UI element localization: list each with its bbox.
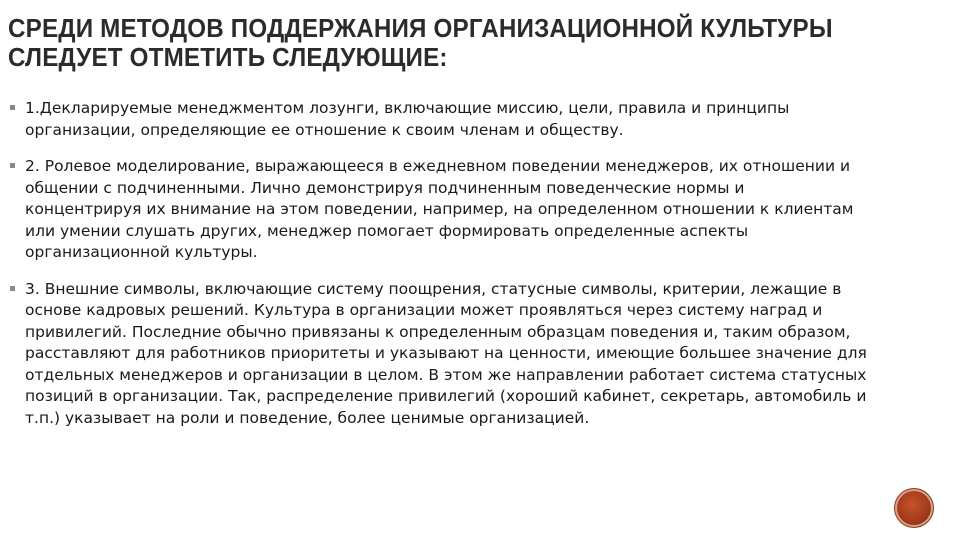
square-bullet-icon xyxy=(10,163,15,168)
list-item-text: 3. Внешние символы, включающие систему поощрения, статусные символы, критерии, лежащие в основе кадровых решений. Культура в организации может проявляться через систему наград и привилегий. Последние обычно привязаны к определенным образцам поведения и, таким образом, расставляют для работников приоритеты и указывают на ценности, имеющие большее значение для отдельных менеджеров и организации в целом. В этом же направлении работает система статусных позиций в организации. Так, распределение привилегий (хороший кабинет, секретарь, автомобиль и т.п.) указывает на роли и поведение, более ценимые организацией. xyxy=(25,279,867,427)
square-bullet-icon xyxy=(10,105,15,110)
list-item-text: 1.Декларируемые менеджментом лозунги, включающие миссию, цели, правила и принципы организации, определяющие ее отношение к своим членам и обществу. xyxy=(25,99,790,139)
square-bullet-icon xyxy=(10,286,15,291)
slide-title-line-2: СЛЕДУЕТ ОТМЕТИТЬ СЛЕДУЮЩИЕ: xyxy=(8,42,448,72)
list-item-text: 2. Ролевое моделирование, выражающееся в ежедневном поведении менеджеров, их отношении и общении с подчиненными. Лично демонстрируя подчиненным поведенческие нормы и концентрируя их внимание на этом поведении, например, на определенном отношении к клиентам или умении слушать других, менеджер помогает формировать определенные аспекты организационной культуры. xyxy=(25,157,854,261)
bullet-list xyxy=(10,98,950,444)
slide-title-line-1: СРЕДИ МЕТОДОВ ПОДДЕРЖАНИЯ ОРГАНИЗАЦИОННОЙ КУЛЬТУРЫ xyxy=(8,13,833,43)
list-item xyxy=(10,98,950,141)
page-number-badge xyxy=(897,491,931,525)
list-item xyxy=(10,279,950,430)
list-item xyxy=(10,156,950,264)
slide-title xyxy=(8,14,882,72)
